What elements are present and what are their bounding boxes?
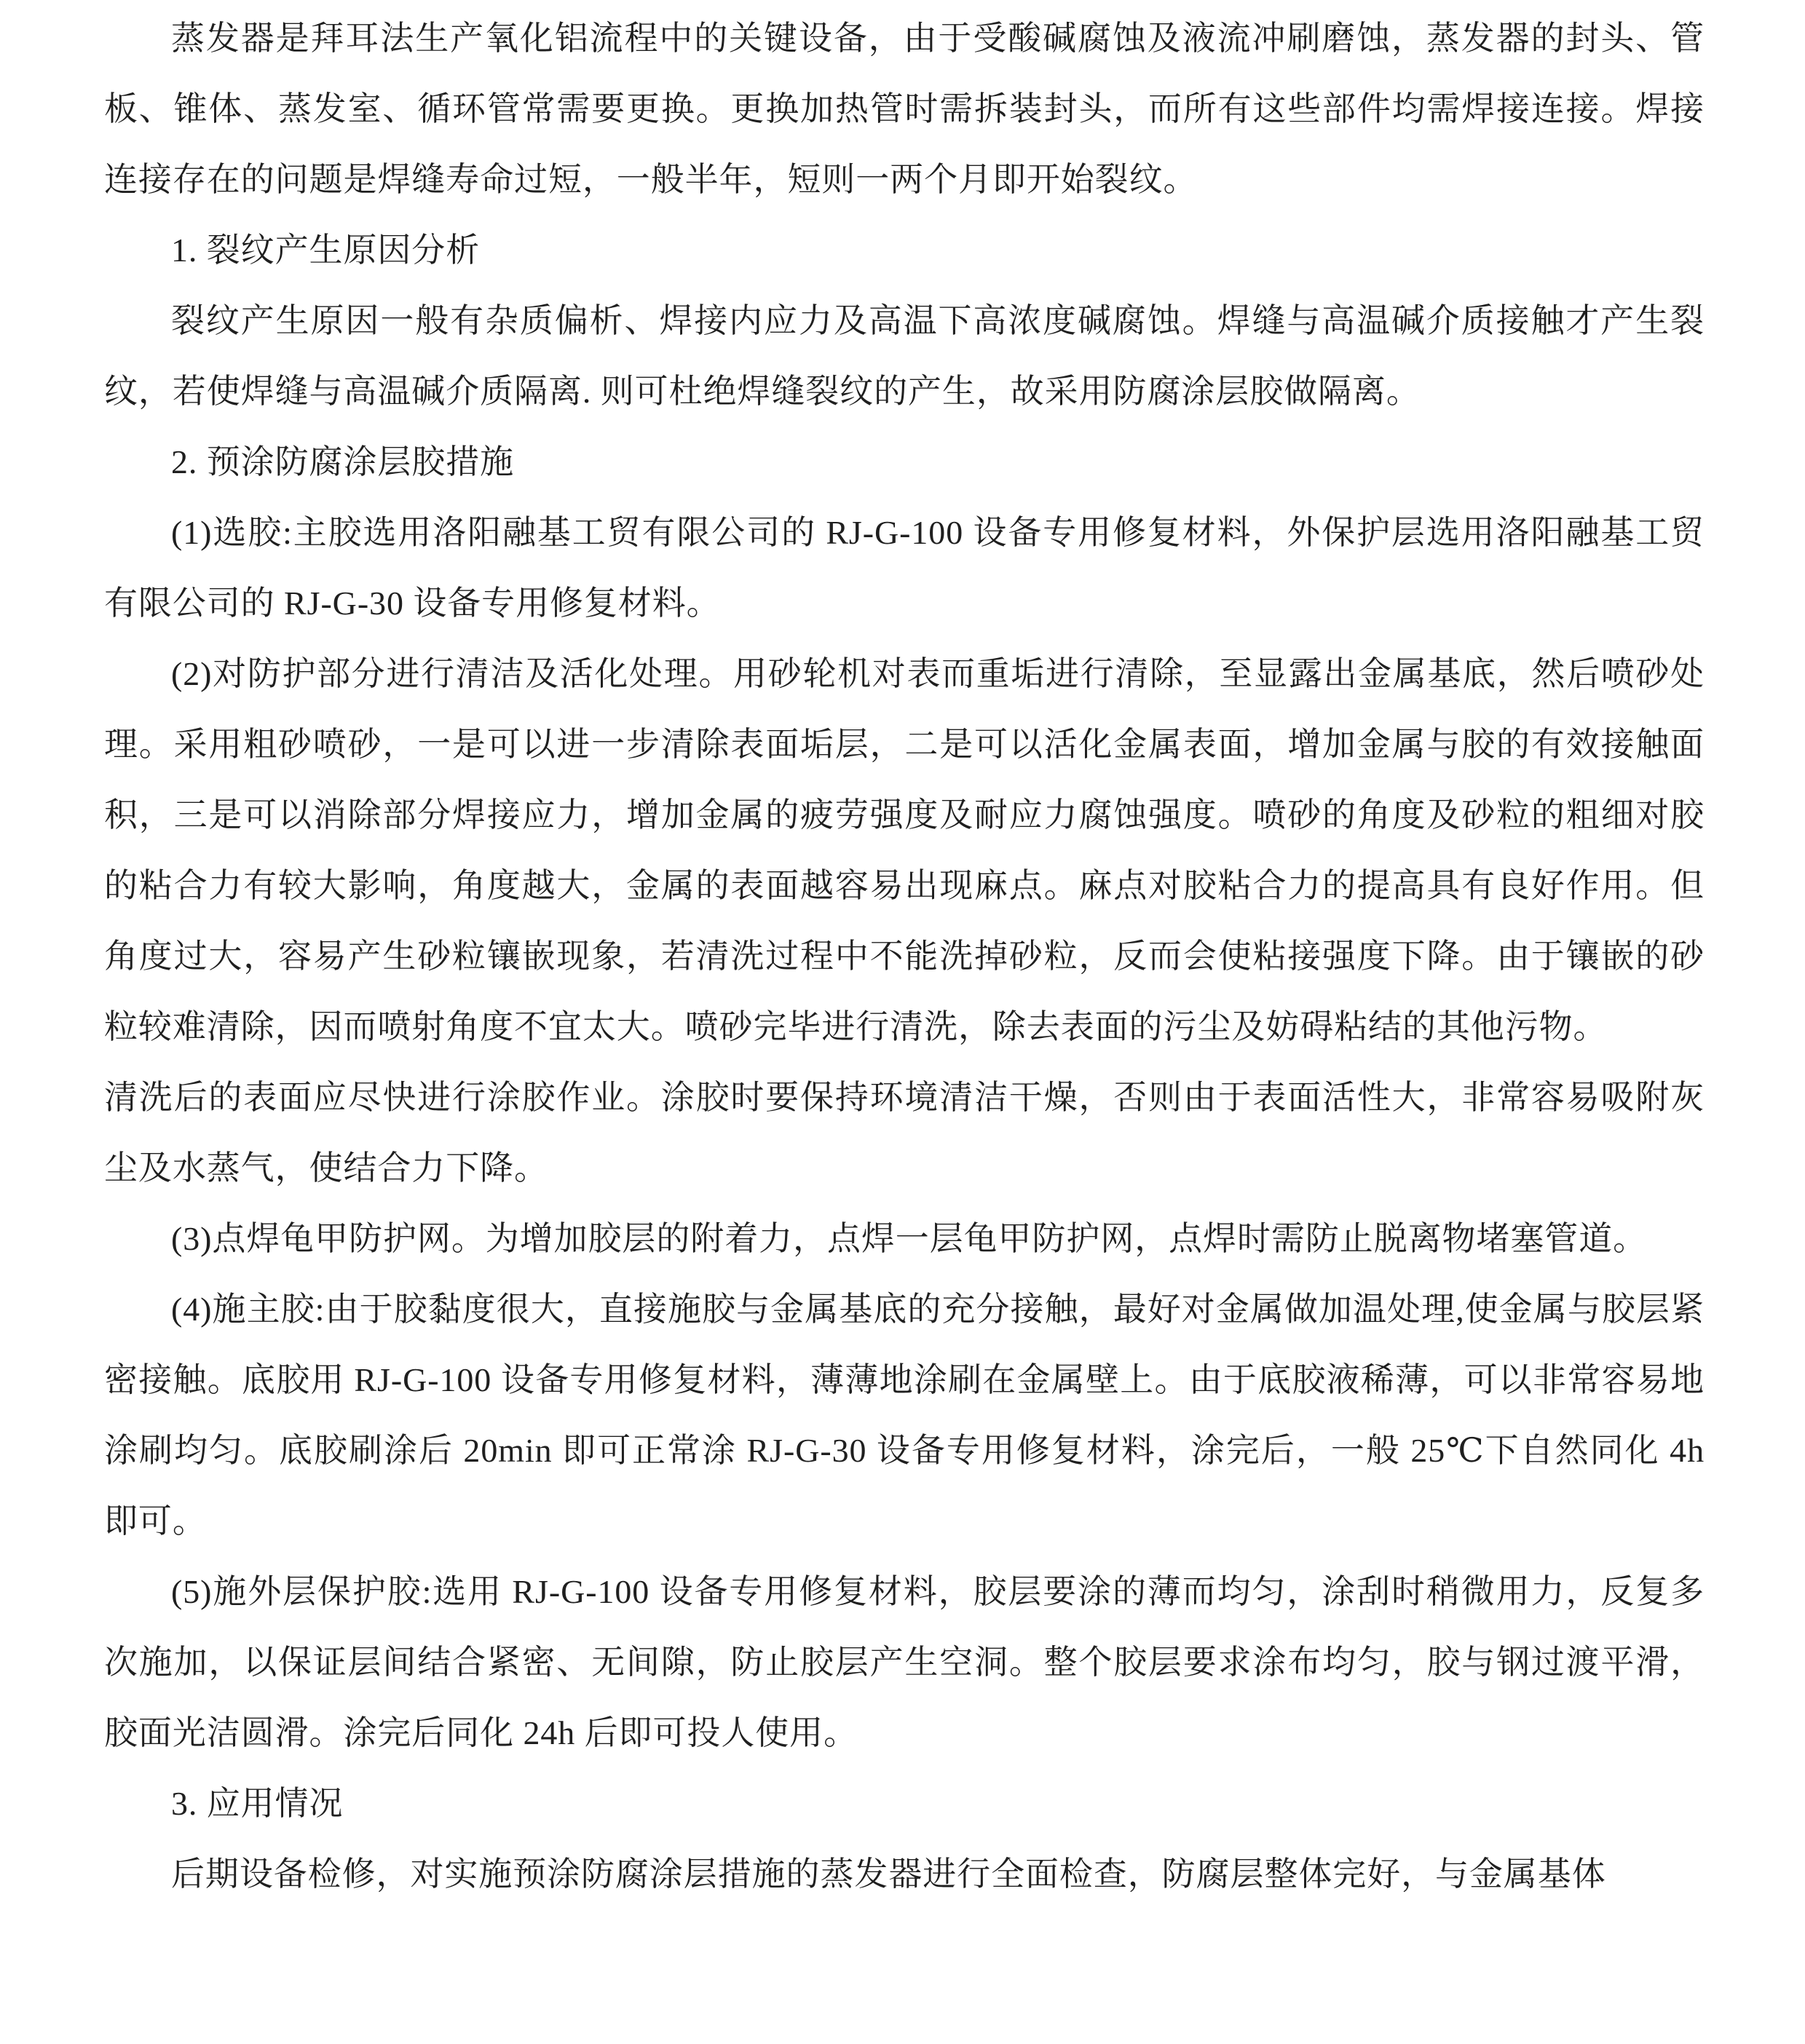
section-heading-3: 3. 应用情况	[171, 1785, 344, 1822]
section-heading-1: 1. 裂纹产生原因分析	[171, 231, 481, 269]
paragraph-application-status: 后期设备检修，对实施预涂防腐涂层措施的蒸发器进行全面检查，防腐层整体完好，与金属基体	[171, 1855, 1606, 1893]
section-heading-2: 2. 预涂防腐涂层胶措施	[171, 443, 515, 480]
document-body	[104, 3, 1705, 1909]
paragraph-step-4-primer-glue: (4)施主胶:由于胶黏度很大，直接施胶与金属基底的充分接触，最好对金属做加温处理,使金属与胶层紧密接触。底胶用 RJ-G-100 设备专用修复材料，薄薄地涂刷在金属壁上。由于底胶液稀薄，可以非常容易地涂刷均匀。底胶刷涂后 20min 即可正常涂 RJ-G-30 设备专用修复材料，涂完后，一般 25℃下自然同化 4h 即可。	[104, 1291, 1705, 1540]
paragraph-intro: 蒸发器是拜耳法生产氧化铝流程中的关键设备，由于受酸碱腐蚀及液流冲刷磨蚀，蒸发器的封头、管板、锥体、蒸发室、循环管常需要更换。更换加热管时需拆装封头，而所有这些部件均需焊接连接。焊接连接存在的问题是焊缝寿命过短，一般半年，短则一两个月即开始裂纹。	[104, 20, 1705, 198]
paragraph-step-3-spot-weld-mesh: (3)点焊龟甲防护网。为增加胶层的附着力，点焊一层龟甲防护网，点焊时需防止脱离物堵塞管道。	[171, 1220, 1648, 1257]
paragraph-crack-causes: 裂纹产生原因一般有杂质偏析、焊接内应力及高温下高浓度碱腐蚀。焊缝与高温碱介质接触才产生裂纹，若使焊缝与高温碱介质隔离. 则可杜绝焊缝裂纹的产生，故采用防腐涂层胶做隔离。	[104, 302, 1705, 410]
paragraph-step-2-surface-prep: (2)对防护部分进行清洁及活化处理。用砂轮机对表而重垢进行清除，至显露出金属基底，然后喷砂处理。采用粗砂喷砂，一是可以进一步清除表面垢层，二是可以活化金属表面，增加金属与胶的有效接触面积，三是可以消除部分焊接应力，增加金属的疲劳强度及耐应力腐蚀强度。喷砂的角度及砂粒的粗细对胶的粘合力有较大影响，角度越大，金属的表面越容易出现麻点。麻点对胶粘合力的提高具有良好作用。但角度过大，容易产生砂粒镶嵌现象，若清洗过程中不能洗掉砂粒，反而会使粘接强度下降。由于镶嵌的砂粒较难清除，因而喷射角度不宜太大。喷砂完毕进行清洗，除去表面的污尘及妨碍粘结的其他污物。	[104, 655, 1705, 1045]
paragraph-post-cleaning-note: 清洗后的表面应尽快进行涂胶作业。涂胶时要保持环境清洁干燥，否则由于表面活性大，非常容易吸附灰尘及水蒸气，使结合力下降。	[104, 1079, 1705, 1187]
paragraph-step-1-glue-selection: (1)选胶:主胶选用洛阳融基工贸有限公司的 RJ-G-100 设备专用修复材料，外保护层选用洛阳融基工贸有限公司的 RJ-G-30 设备专用修复材料。	[104, 514, 1705, 622]
paragraph-step-5-outer-coat: (5)施外层保护胶:选用 RJ-G-100 设备专用修复材料，胶层要涂的薄而均匀，涂刮时稍微用力，反复多次施加，以保证层间结合紧密、无间隙，防止胶层产生空洞。整个胶层要求涂布均匀，胶与钢过渡平滑，胶面光洁圆滑。涂完后同化 24h 后即可投人使用。	[104, 1573, 1705, 1751]
